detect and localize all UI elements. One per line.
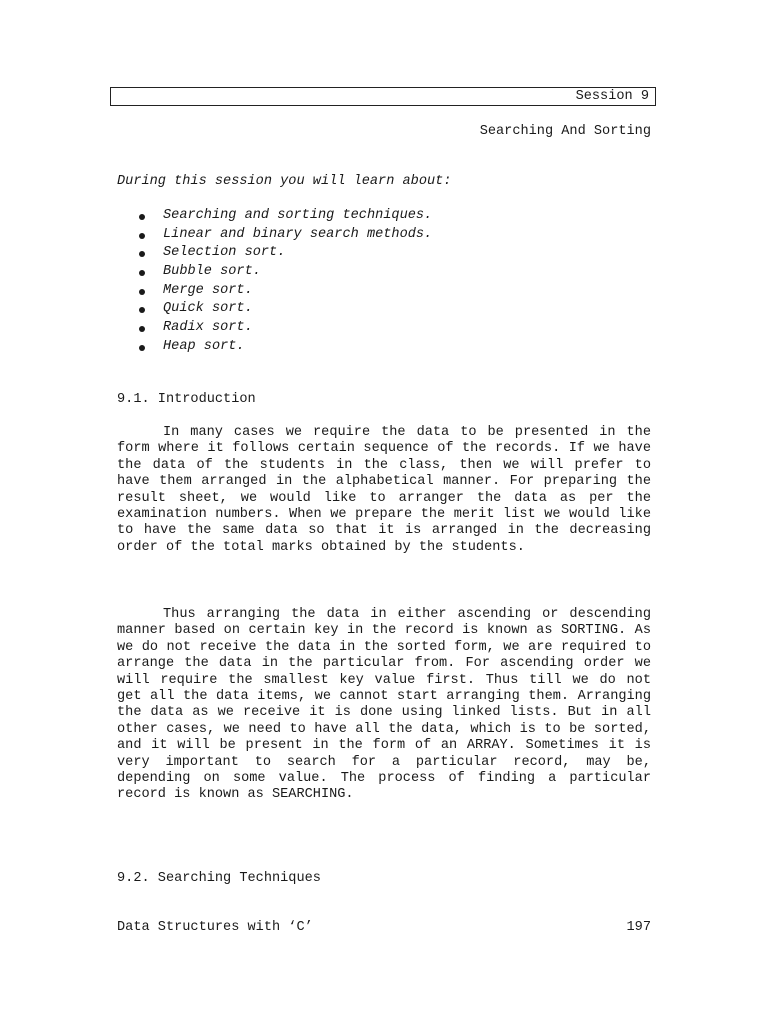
list-item: Radix sort. [139, 319, 432, 338]
introduction-paragraph-1: In many cases we require the data to be presented in the form where it follows certain sequence of the records. If we have the data of the students in the class, then we will prefer to have them arranged in the alphabetical manner. For preparing the result sheet, we would like to arranger the data as per the examination numbers. When we prepare the merit list we would like to have the same data so that it is arranged in the decreasing order of the total marks obtained by the students. [117, 425, 651, 555]
bullet-icon [139, 251, 145, 257]
introduction-paragraph-2: Thus arranging the data in either ascending or descending manner based on certain key in the record is known as SORTING. As we do not receive the data in the sorted form, we are required to arrange the data in the particular from. For ascending order we will require the smallest key value first. Thus till we do not get all the data items, we cannot start arranging them. Arranging the data as we receive it is done using linked lists. But in all other cases, we need to have all the data, which is to be sorted, and it will be present in the form of an ARRAY. Sometimes it is very important to search for a particular record, may be, depending on some value. The process of finding a particular record is known as SEARCHING. [117, 607, 651, 803]
list-item: Merge sort. [139, 282, 432, 301]
list-item: Heap sort. [139, 338, 432, 357]
list-item: Selection sort. [139, 244, 432, 263]
list-item: Quick sort. [139, 300, 432, 319]
learning-objectives-list [139, 207, 432, 357]
list-item: Searching and sorting techniques. [139, 207, 432, 226]
list-item: Linear and binary search methods. [139, 226, 432, 245]
bullet-icon [139, 233, 145, 239]
bullet-icon [139, 214, 145, 220]
chapter-title: Searching And Sorting [479, 124, 651, 139]
bullet-icon [139, 289, 145, 295]
session-label: Session 9 [575, 89, 649, 104]
footer-page-number: 197 [626, 920, 651, 935]
list-item: Bubble sort. [139, 263, 432, 282]
bullet-icon [139, 307, 145, 313]
session-header-box [110, 87, 656, 106]
footer-book-title: Data Structures with ‘C’ [117, 920, 313, 935]
bullet-icon [139, 326, 145, 332]
bullet-icon [139, 345, 145, 351]
section-heading-introduction: 9.1. Introduction [117, 392, 256, 407]
session-intro-lead: During this session you will learn about: [117, 174, 452, 189]
bullet-icon [139, 270, 145, 276]
section-heading-searching-techniques: 9.2. Searching Techniques [117, 871, 321, 886]
